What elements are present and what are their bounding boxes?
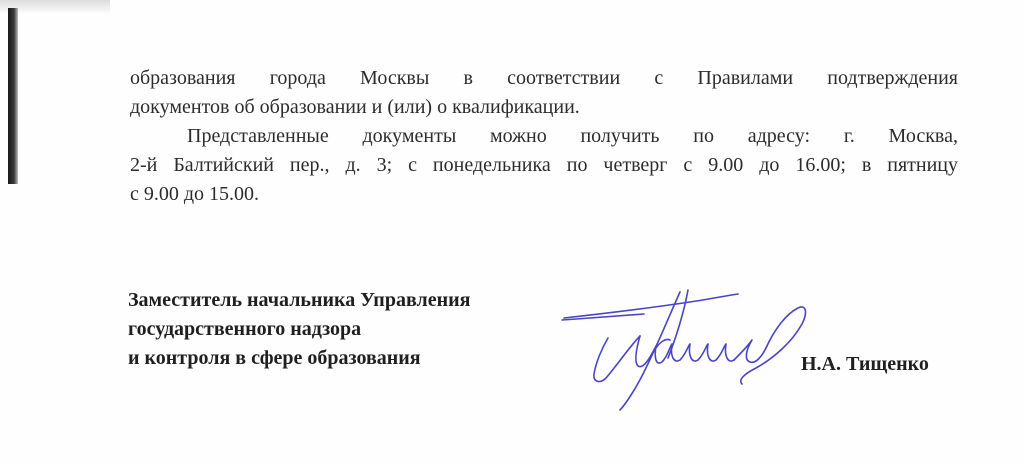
scan-left-edge-shadow <box>8 8 18 184</box>
handwritten-signature <box>560 284 810 414</box>
paragraph-line: образования города Москвы в соответствии с Правилами подтверждения <box>130 67 958 89</box>
signatory-position <box>128 286 470 373</box>
paragraph-line: 2-й Балтийский пер., д. 3; с понедельника по четверг с 9.00 до 16.00; в пятницу <box>130 154 958 176</box>
signatory-position-line: Заместитель начальника Управления <box>128 289 471 311</box>
signatory-position-line: государственного надзора <box>128 318 362 340</box>
signatory-position-line: и контроля в сфере образования <box>128 347 421 369</box>
paragraph-line: документов об образовании и (или) о квалификации. <box>130 96 580 118</box>
signatory-name: Н.А. Тищенко <box>801 353 929 375</box>
paragraph-line: Представленные документы можно получить по адресу: г. Москва, <box>187 125 958 147</box>
document-body <box>130 64 958 209</box>
paragraph-pickup-address <box>130 122 958 209</box>
paragraph-regulations <box>130 64 958 122</box>
paragraph-line: с 9.00 до 15.00. <box>130 183 260 205</box>
